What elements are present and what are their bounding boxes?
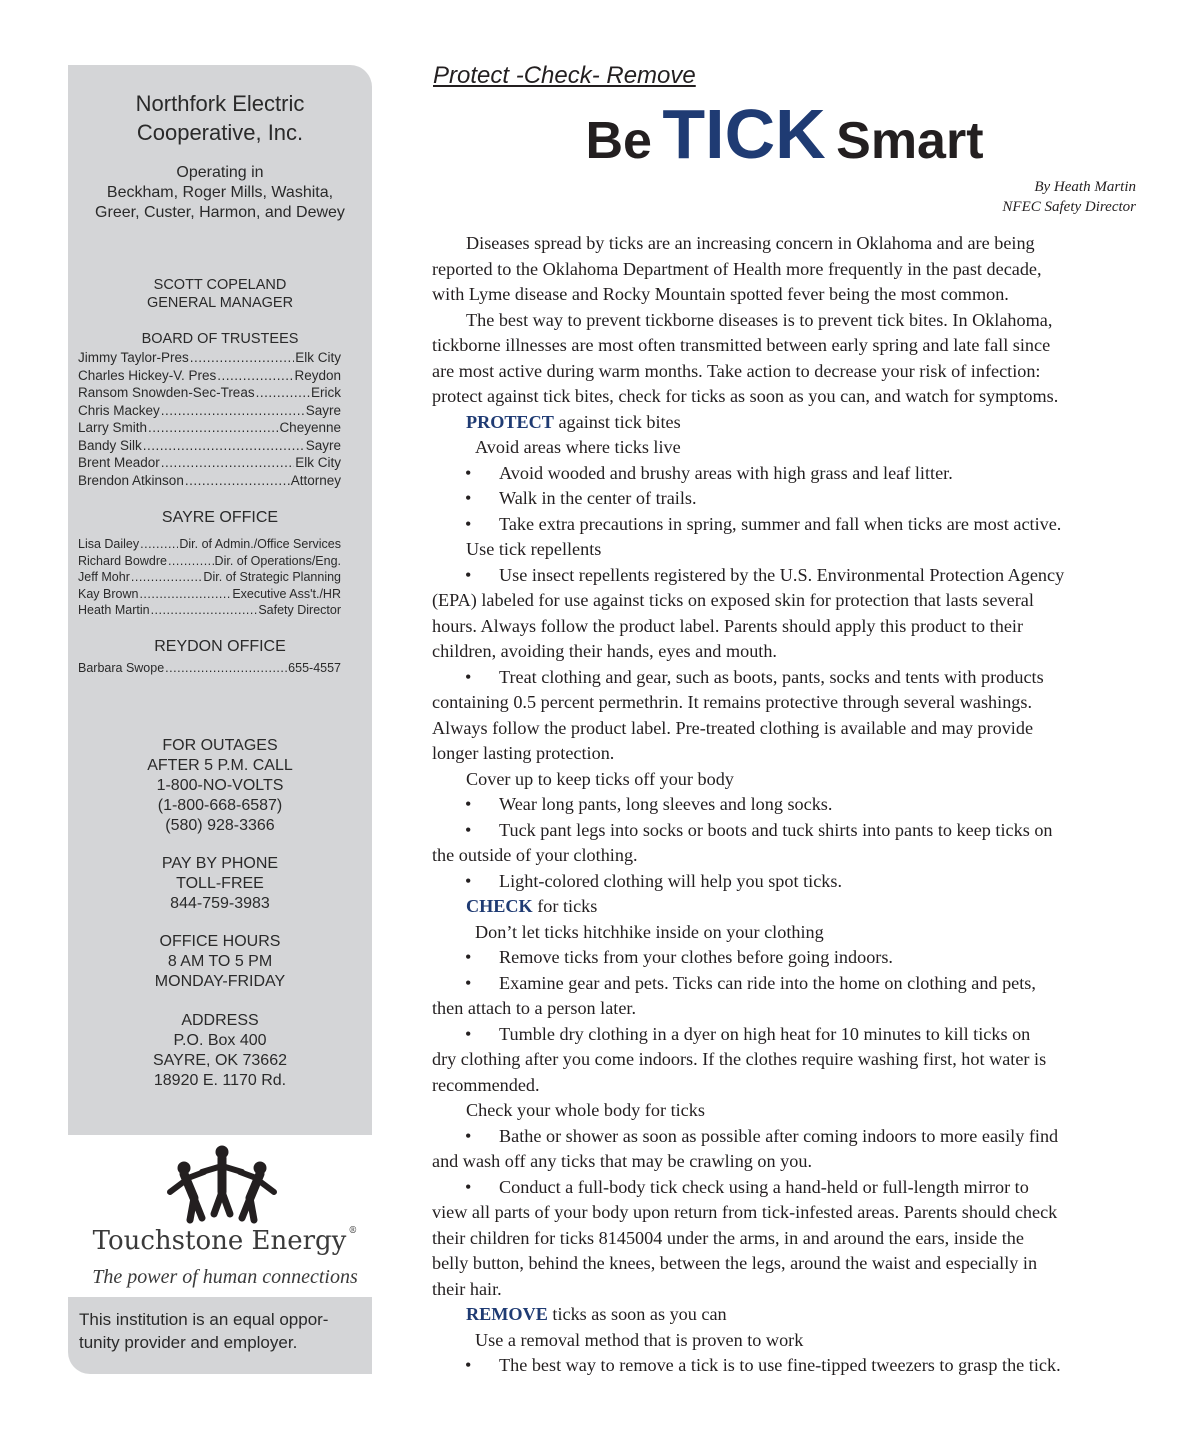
directory-name: Ransom Snowden-Sec-Treas [78, 385, 255, 400]
directory-row [78, 454, 341, 472]
article-line [432, 1251, 1138, 1277]
logo-wordmark: Touchstone Energy ® [92, 1226, 358, 1256]
directory-name: Bandy Silk [78, 437, 142, 453]
directory-name: Richard Bowdre [78, 553, 167, 568]
leader-dots [165, 660, 287, 677]
article-text: against tick bites [553, 411, 681, 432]
logo-tagline: The power of human connections [92, 1266, 358, 1288]
directory-name: Charles Hickey-V. Pres [78, 367, 217, 383]
contact-line: (580) 928-3366 [165, 817, 275, 834]
contact-line: TOLL-FREE [176, 875, 264, 892]
human-figures-icon [162, 1142, 282, 1224]
byline-title: NFEC Safety Director [1002, 199, 1136, 215]
article-text: Walk in the center of trails. [499, 488, 697, 508]
article-text: and wash off any ticks that may be crawling on you. [432, 1151, 812, 1171]
article-line [432, 818, 1138, 844]
article-line [432, 308, 1138, 334]
bullet-icon: • [465, 819, 472, 840]
article-text: Diseases spread by ticks are an increasing concern in Oklahoma and are being [466, 233, 1035, 253]
contact-line: FOR OUTAGES [162, 737, 278, 754]
article-line [432, 1098, 1138, 1124]
directory-row [78, 536, 341, 553]
contact-line: OFFICE HOURS [159, 933, 281, 950]
bullet-icon: • [465, 947, 472, 967]
directory-row [78, 402, 341, 420]
directory-value: Dir. of Admin./Office Services [179, 537, 341, 551]
bullet-icon: • [465, 1176, 472, 1197]
bullet-icon: • [465, 1023, 472, 1044]
article-line [432, 1124, 1138, 1150]
directory-value: Reydon [294, 367, 341, 383]
directory-value: Dir. of Operations/Eng. [214, 553, 341, 568]
article-line [432, 945, 1138, 971]
service-area-line: Greer, Custer, Harmon, and Dewey [95, 204, 345, 221]
directory-row [78, 367, 341, 385]
byline-author: By Heath Martin [1034, 179, 1136, 195]
directory-row [78, 349, 341, 367]
article-line [432, 537, 1138, 563]
directory-name: Brendon Atkinson [78, 472, 184, 488]
article-line [432, 792, 1138, 818]
contact-line: P.O. Box 400 [173, 1032, 267, 1049]
article-line [432, 1073, 1138, 1099]
bullet-icon: • [465, 513, 472, 534]
coop-name [68, 89, 372, 147]
leader-dots [161, 454, 294, 472]
article-line [432, 1353, 1138, 1379]
directory-name: Brent Meador [78, 455, 160, 470]
directory-row [78, 586, 341, 603]
article-line [432, 461, 1138, 487]
outage-contact [68, 736, 372, 836]
leader-dots [185, 472, 290, 490]
directory-value: Executive Ass't./HR [232, 586, 341, 601]
reydon-staff-list [78, 660, 341, 677]
contact-line: 844-759-3983 [170, 895, 270, 912]
directory-name: Jeff Mohr [78, 570, 130, 584]
sidebar [68, 65, 372, 1135]
article-text: Remove ticks from your clothes before going indoors. [499, 947, 893, 967]
directory-name: Barbara Swope [78, 661, 165, 675]
directory-value: Elk City [295, 455, 341, 470]
article-text: Examine gear and pets. Ticks can ride into the home on clothing and pets, [499, 972, 1036, 993]
article-text: Check your whole body for ticks [466, 1100, 705, 1120]
directory-value: Erick [311, 385, 341, 400]
leader-dots [190, 349, 294, 367]
article-line [432, 1302, 1138, 1328]
article-line [432, 1022, 1138, 1048]
contact-line: MONDAY-FRIDAY [154, 973, 286, 990]
article-line [432, 996, 1138, 1022]
service-area [68, 163, 372, 223]
coop-name-line: Northfork Electric [135, 91, 305, 116]
article-line [432, 869, 1138, 895]
article-text: The best way to remove a tick is to use fine-tipped tweezers to grasp the tick. [499, 1355, 1061, 1375]
directory-value: Sayre [305, 437, 341, 453]
directory-value: Cheyenne [279, 420, 341, 435]
general-manager [68, 276, 372, 312]
directory-value: 655-4557 [288, 661, 341, 675]
article-text: view all parts of your body upon return from tick-infested areas. Parents should check [432, 1202, 1058, 1222]
bullet-icon: • [465, 488, 472, 508]
section-keyword: PROTECT [466, 411, 554, 432]
trustees-list [78, 349, 341, 489]
directory-row [78, 437, 341, 455]
gm-title: GENERAL MANAGER [146, 295, 294, 311]
article-text: hours. Always follow the product label. Parents should apply this product to their [432, 615, 1024, 636]
article-line [432, 639, 1138, 665]
article-line [432, 486, 1138, 512]
service-area-line: Beckham, Roger Mills, Washita, [106, 184, 334, 201]
contact-line: ADDRESS [181, 1012, 259, 1029]
article-text: Tuck pant legs into socks or boots and tuck shirts into pants to keep ticks on [499, 819, 1053, 840]
bullet-icon: • [465, 1355, 472, 1375]
directory-row [78, 419, 341, 437]
article-text: containing 0.5 percent permethrin. It remains protective through several washings. [432, 692, 1033, 712]
article-kicker: Protect -Check- Remove [433, 62, 696, 89]
article-line [432, 282, 1138, 308]
article-line [432, 843, 1138, 869]
directory-value: Elk City [295, 350, 341, 365]
leader-dots [143, 437, 305, 455]
bullet-icon: • [465, 462, 472, 483]
article-text: ticks as soon as you can [547, 1304, 727, 1324]
leader-dots [168, 553, 214, 570]
article-text: Always follow the product label. Pre-treated clothing is available and may provide [432, 717, 1034, 738]
article-text: Avoid areas where ticks live [475, 437, 681, 457]
article-line [432, 1149, 1138, 1175]
article-line [432, 359, 1138, 385]
article-line [432, 435, 1138, 461]
leader-dots [217, 367, 293, 385]
leader-dots [151, 602, 258, 619]
directory-row [78, 553, 341, 570]
directory-value: Safety Director [258, 603, 341, 617]
article-line [432, 231, 1138, 257]
article-text: Tumble dry clothing in a dyer on high heat for 10 minutes to kill ticks on [499, 1023, 1031, 1044]
article-text: longer lasting protection. [432, 743, 615, 763]
leader-dots [131, 569, 203, 586]
article-text: dry clothing after you come indoors. If the clothes require washing first, hot water is [432, 1049, 1047, 1069]
article-text: Don’t let ticks hitchhike inside on your clothing [475, 921, 824, 942]
article-line [432, 971, 1138, 997]
touchstone-energy-logo [80, 1142, 370, 1292]
article-line [432, 384, 1138, 410]
article-line [432, 410, 1138, 436]
bullet-icon: • [465, 564, 472, 585]
contact-line: 8 AM TO 5 PM [167, 953, 273, 970]
leader-dots [256, 384, 310, 402]
article-text: reported to the Oklahoma Department of Health more frequently in the past decade, [432, 258, 1042, 279]
article-text: Light-colored clothing will help you spot ticks. [499, 870, 842, 891]
article-text: protect against tick bites, check for ticks as soon as you can, and watch for symptoms. [432, 386, 1059, 406]
article-text: Use a removal method that is proven to work [475, 1329, 804, 1350]
leader-dots [139, 586, 231, 603]
article-line [432, 741, 1138, 767]
section-keyword: REMOVE [466, 1304, 548, 1324]
coop-name-line: Cooperative, Inc. [136, 120, 304, 145]
gm-name: SCOTT COPELAND [153, 277, 287, 293]
sayre-office-heading: SAYRE OFFICE [161, 509, 279, 526]
article-text: Wear long pants, long sleeves and long socks. [499, 794, 833, 814]
bullet-icon: • [465, 972, 472, 993]
article-line [432, 920, 1138, 946]
article-text: tickborne illnesses are most often transmitted between early spring and late fall since [432, 335, 1051, 355]
directory-value: Sayre [305, 402, 341, 418]
article-line [432, 665, 1138, 691]
article-text: for ticks [532, 896, 598, 916]
article-text: Take extra precautions in spring, summer and fall when ticks are most active. [499, 513, 1062, 534]
article-text: their hair. [432, 1278, 502, 1299]
article-line [432, 1200, 1138, 1226]
article-text: the outside of your clothing. [432, 845, 638, 865]
sayre-staff-list [78, 536, 341, 619]
article-text: Cover up to keep ticks off your body [466, 768, 734, 789]
contact-line: SAYRE, OK 73662 [153, 1052, 287, 1069]
contact-line: PAY BY PHONE [161, 855, 279, 872]
article-text: with Lyme disease and Rocky Mountain spotted fever being the most common. [432, 284, 1009, 304]
article-text: Use insect repellents registered by the U.S. Environmental Protection Agency [499, 564, 1065, 585]
article-line [432, 257, 1138, 283]
article-line [432, 333, 1138, 359]
contact-line: AFTER 5 P.M. CALL [147, 757, 293, 774]
article-headline: Be TICK Smart [585, 95, 984, 173]
article-text: Treat clothing and gear, such as boots, pants, socks and tents with products [499, 666, 1044, 687]
directory-row [78, 384, 341, 402]
service-area-line: Operating in [176, 164, 264, 181]
article-text: The best way to prevent tickborne diseases is to prevent tick bites. In Oklahoma, [466, 309, 1053, 330]
article-line [432, 512, 1138, 538]
directory-name: Heath Martin [78, 603, 150, 617]
directory-value: Dir. of Strategic Planning [203, 570, 341, 584]
article-line [432, 690, 1138, 716]
directory-value: Attorney [290, 472, 341, 488]
contact-line: (1-800-668-6587) [157, 797, 283, 814]
article-text: recommended. [432, 1074, 540, 1095]
directory-row [78, 660, 341, 677]
directory-name: Chris Mackey [78, 402, 160, 418]
article-text: then attach to a person later. [432, 998, 637, 1018]
directory-row [78, 569, 341, 586]
bullet-icon: • [465, 794, 472, 814]
bullet-icon: • [465, 666, 472, 687]
article-text: their children for ticks 8145004 under the arms, in and around the ears, inside the [432, 1227, 1024, 1248]
article-text: are most active during warm months. Take action to decrease your risk of infection: [432, 360, 1041, 381]
contact-line: 18920 E. 1170 Rd. [153, 1072, 287, 1089]
leader-dots [140, 536, 178, 553]
article-text: Bathe or shower as soon as possible after coming indoors to more easily find [499, 1125, 1059, 1146]
directory-name: Jimmy Taylor-Pres [78, 350, 189, 365]
article-line [432, 716, 1138, 742]
article-text: Use tick repellents [466, 539, 602, 559]
pay-by-phone [68, 854, 372, 914]
leader-dots [148, 419, 278, 437]
article-line [432, 1226, 1138, 1252]
byline [1002, 177, 1136, 217]
article-text: (EPA) labeled for use against ticks on exposed skin for protection that lasts several [432, 590, 1034, 610]
article-line [432, 588, 1138, 614]
directory-name: Larry Smith [78, 420, 148, 435]
article-text: children, avoiding their hands, eyes and mouth. [432, 641, 777, 661]
bullet-icon: • [465, 870, 472, 891]
article-line [432, 894, 1138, 920]
article-line [432, 563, 1138, 589]
directory-name: Kay Brown [78, 586, 139, 601]
article-body [432, 231, 1138, 1379]
mailing-address [68, 1011, 372, 1091]
article-text: Avoid wooded and brushy areas with high grass and leaf litter. [499, 462, 953, 483]
article-line [432, 767, 1138, 793]
article-line [432, 1277, 1138, 1303]
article-line [432, 1047, 1138, 1073]
article-text: Conduct a full-body tick check using a hand-held or full-length mirror to [499, 1176, 1029, 1197]
trustees-heading: BOARD OF TRUSTEES [141, 331, 299, 347]
reydon-office-heading: REYDON OFFICE [154, 638, 286, 655]
leader-dots [161, 402, 305, 420]
equal-opportunity-statement: This institution is an equal oppor- tunity provider and employer. [68, 1297, 372, 1374]
contact-line: 1-800-NO-VOLTS [156, 777, 284, 794]
directory-name: Lisa Dailey [78, 537, 140, 551]
section-keyword: CHECK [466, 896, 533, 916]
article-text: belly button, behind the knees, between the legs, around the waist and especially in [432, 1253, 1038, 1273]
directory-row [78, 602, 341, 619]
bullet-icon: • [465, 1125, 472, 1146]
article-line [432, 1175, 1138, 1201]
directory-row [78, 472, 341, 490]
article-line [432, 1328, 1138, 1354]
office-hours [68, 932, 372, 992]
article-line [432, 614, 1138, 640]
